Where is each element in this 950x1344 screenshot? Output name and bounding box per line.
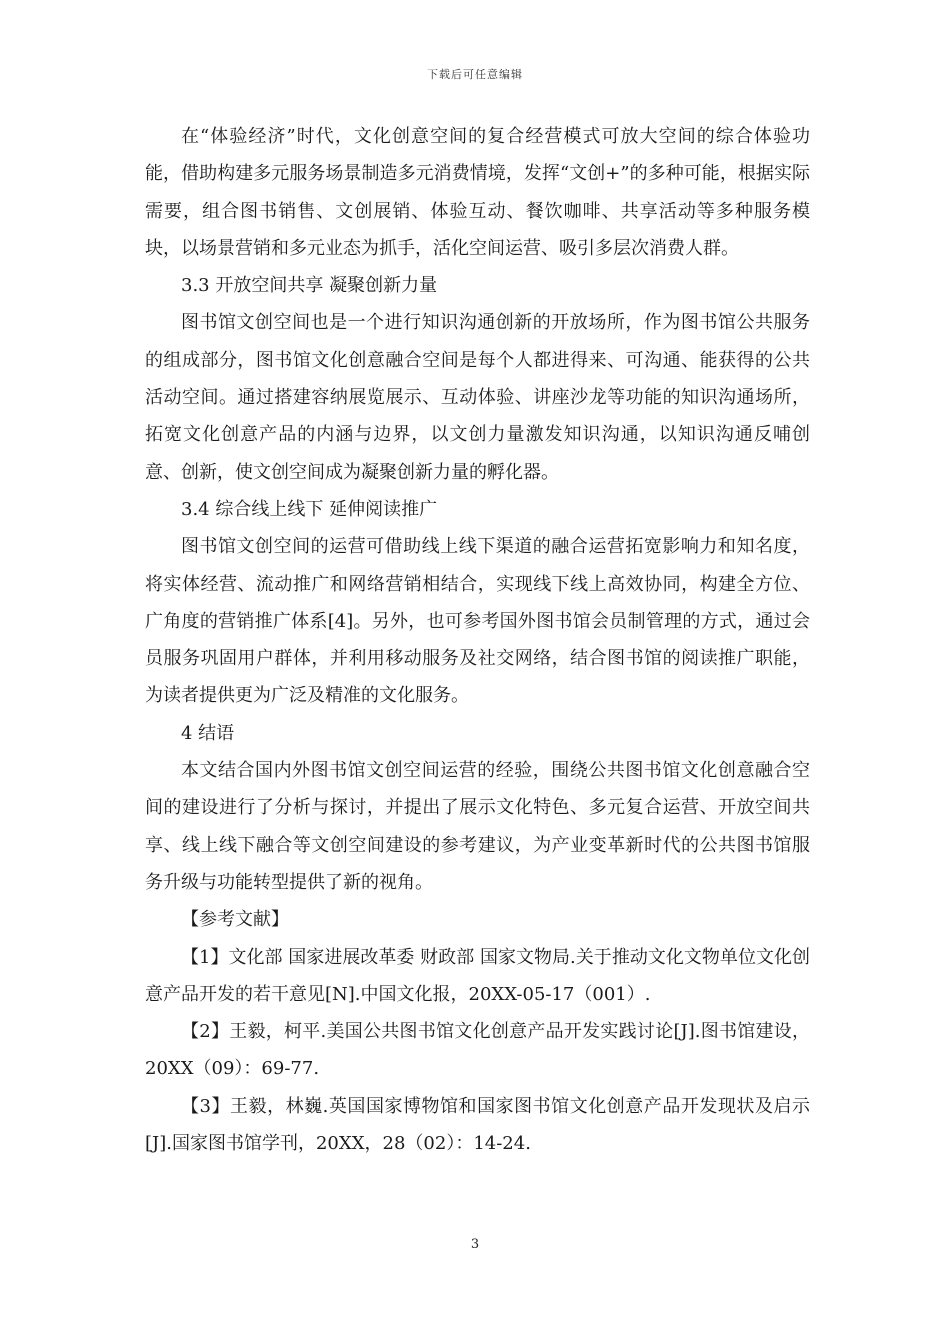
reference-item-1: 【1】文化部 国家进展改革委 财政部 国家文物局.关于推动文化文物单位文化创意产品开发的若干意见[N].中国文化报，20XX-05-17（001）. xyxy=(145,946,810,1005)
paragraph-open-space: 图书馆文创空间也是一个进行知识沟通创新的开放场所，作为图书馆公共服务的组成部分，图书馆文化创意融合空间是每个人都进得来、可沟通、能获得的公共活动空间。通过搭建容纳展览展示、互动体验、讲座沙龙等功能的知识沟通场所，拓宽文化创意产品的内涵与边界，以文创力量激发知识沟通，以知识沟通反哺创意、创新，使文创空间成为凝聚创新力量的孵化器。 xyxy=(145,312,810,483)
paragraph-online-offline: 图书馆文创空间的运营可借助线上线下渠道的融合运营拓宽影响力和知名度，将实体经营、流动推广和网络营销相结合，实现线下线上高效协同，构建全方位、广角度的营销推广体系[4]。另外，也可参考国外图书馆会员制管理的方式，通过会员服务巩固用户群体，并利用移动服务及社交网络，结合图书馆的阅读推广职能，为读者提供更为广泛及精准的文化服务。 xyxy=(145,536,810,707)
section-heading-3-4: 3.4 综合线上线下 延伸阅读推广 xyxy=(181,498,438,520)
document-body xyxy=(145,118,810,1162)
section-heading-4: 4 结语 xyxy=(181,722,235,744)
section-heading-3-3: 3.3 开放空间共享 凝聚创新力量 xyxy=(181,275,438,297)
header-note: 下载后可任意编辑 xyxy=(427,68,523,81)
paragraph-conclusion: 本文结合国内外图书馆文创空间运营的经验，围绕公共图书馆文化创意融合空间的建设进行了分析与探讨，并提出了展示文化特色、多元复合运营、开放空间共享、线上线下融合等文创空间建设的参考建议，为产业变革新时代的公共图书馆服务升级与功能转型提供了新的视角。 xyxy=(145,760,810,893)
reference-item-3: 【3】王毅，林巍.英国国家博物馆和国家图书馆文化创意产品开发现状及启示[J].国家图书馆学刊，20XX，28（02）：14-24. xyxy=(145,1095,810,1155)
page-number: 3 xyxy=(470,1237,480,1252)
references-title: 【参考文献】 xyxy=(181,909,289,931)
paragraph-experience-economy: 在“体验经济”时代，文化创意空间的复合经营模式可放大空间的综合体验功能，借助构建多元服务场景制造多元消费情境，发挥“文创+”的多种可能，根据实际需要，组合图书销售、文创展销、体验互动、餐饮咖啡、共享活动等多种服务模块，以场景营销和多元业态为抓手，活化空间运营、吸引多层次消费人群。 xyxy=(145,126,810,259)
reference-item-2: 【2】王毅，柯平.美国公共图书馆文化创意产品开发实践讨论[J].图书馆建设，20XX（09）：69-77. xyxy=(145,1021,810,1080)
